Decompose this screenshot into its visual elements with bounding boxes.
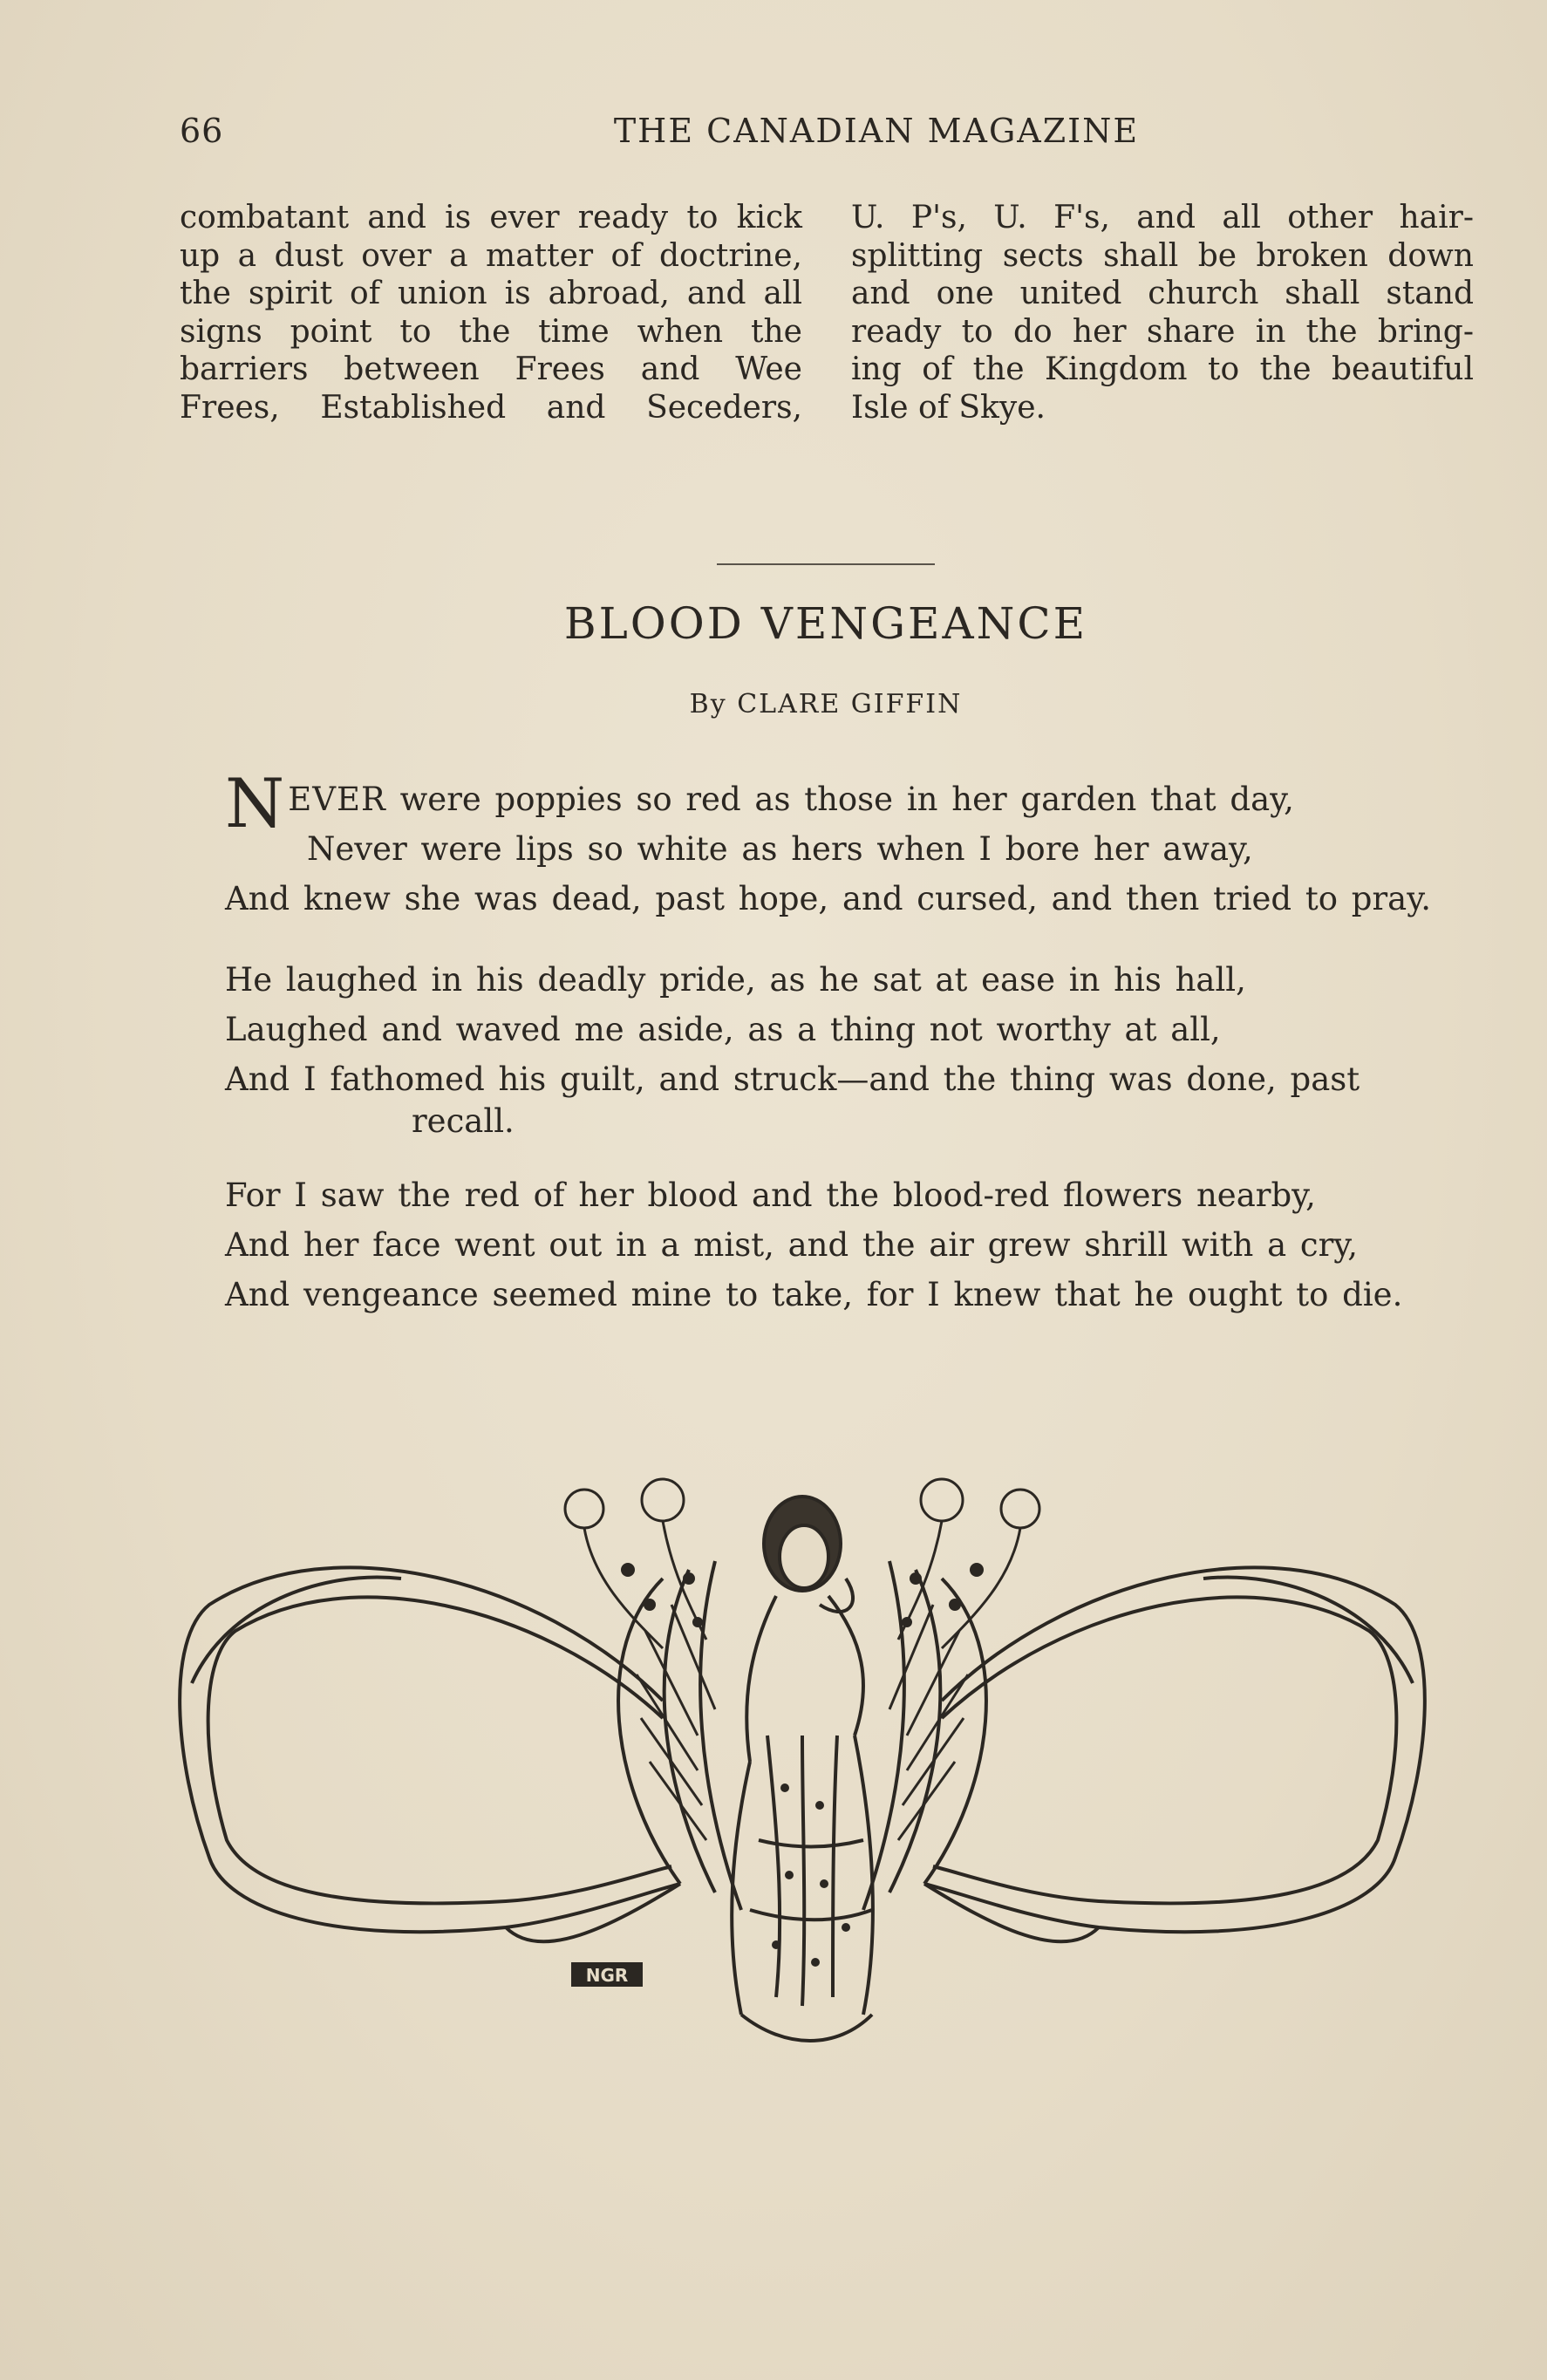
- text-line: splitting sects shall be broken down: [851, 237, 1474, 274]
- poem-line: And knew she was dead, past hope, and cursed, and then tried to pray.: [225, 880, 1431, 917]
- text-line: up a dust over a matter of doctrine,: [180, 237, 802, 274]
- text-line: Isle of Skye.: [851, 389, 1046, 426]
- text-line: the spirit of union is abroad, and all: [180, 276, 802, 311]
- stanza-3: [225, 1170, 1463, 1320]
- poem-title: BLOOD VENGEANCE: [563, 598, 1088, 649]
- poem-first-word: EVER: [288, 781, 386, 818]
- section-divider: [717, 563, 935, 565]
- poem-line: Never were lips so white as hers when I bore her away,: [307, 830, 1253, 868]
- running-title: THE CANADIAN MAGAZINE: [613, 112, 1140, 150]
- poem-line: For I saw the red of her blood and the blood-red flowers nearby,: [225, 1176, 1316, 1214]
- poem-line: And vengeance seemed mine to take, for I knew that he ought to die.: [225, 1276, 1403, 1313]
- poem-line: Laughed and waved me aside, as a thing not worthy at all,: [225, 1011, 1221, 1048]
- page-header: [180, 112, 1469, 164]
- art-nouveau-mourning-woman-illustration-icon: [174, 1474, 1430, 2067]
- stanza-2: [225, 955, 1463, 1139]
- poem-line: And her face went out in a mist, and the air grew shrill with a cry,: [225, 1226, 1359, 1264]
- drop-cap: N: [225, 765, 285, 843]
- poem-line: He laughed in his deadly pride, as he sat at ease in his hall,: [225, 961, 1246, 999]
- text-line: Frees, Established and Seceders,: [180, 389, 802, 426]
- poem-line-text: were poppies so red as those in her garden that day,: [399, 781, 1294, 818]
- text-line: signs point to the time when the: [180, 313, 802, 350]
- text-line: ready to do her share in the bring-: [851, 313, 1474, 350]
- poem-byline: By CLARE GIFFIN: [689, 689, 963, 719]
- text-line: barriers between Frees and Wee: [180, 351, 802, 387]
- poem-line-continuation: recall.: [412, 1102, 515, 1140]
- poem-line: And I fathomed his guilt, and struck—and the thing was done, past: [225, 1060, 1360, 1098]
- text-line: U. P's, U. F's, and all other hair-: [851, 200, 1474, 235]
- text-line: combatant and is ever ready to kick: [180, 200, 802, 235]
- text-column-left: [180, 199, 802, 426]
- text-line: ing of the Kingdom to the beautiful: [851, 351, 1474, 387]
- text-line: and one united church shall stand: [851, 276, 1474, 311]
- poem-body: [225, 765, 1463, 1351]
- illustrator-monogram: NGR: [585, 1965, 629, 1986]
- page-number: 66: [180, 112, 224, 150]
- stanza-1: [225, 765, 1463, 924]
- poem-line: [225, 774, 1463, 824]
- text-column-right: [851, 199, 1474, 426]
